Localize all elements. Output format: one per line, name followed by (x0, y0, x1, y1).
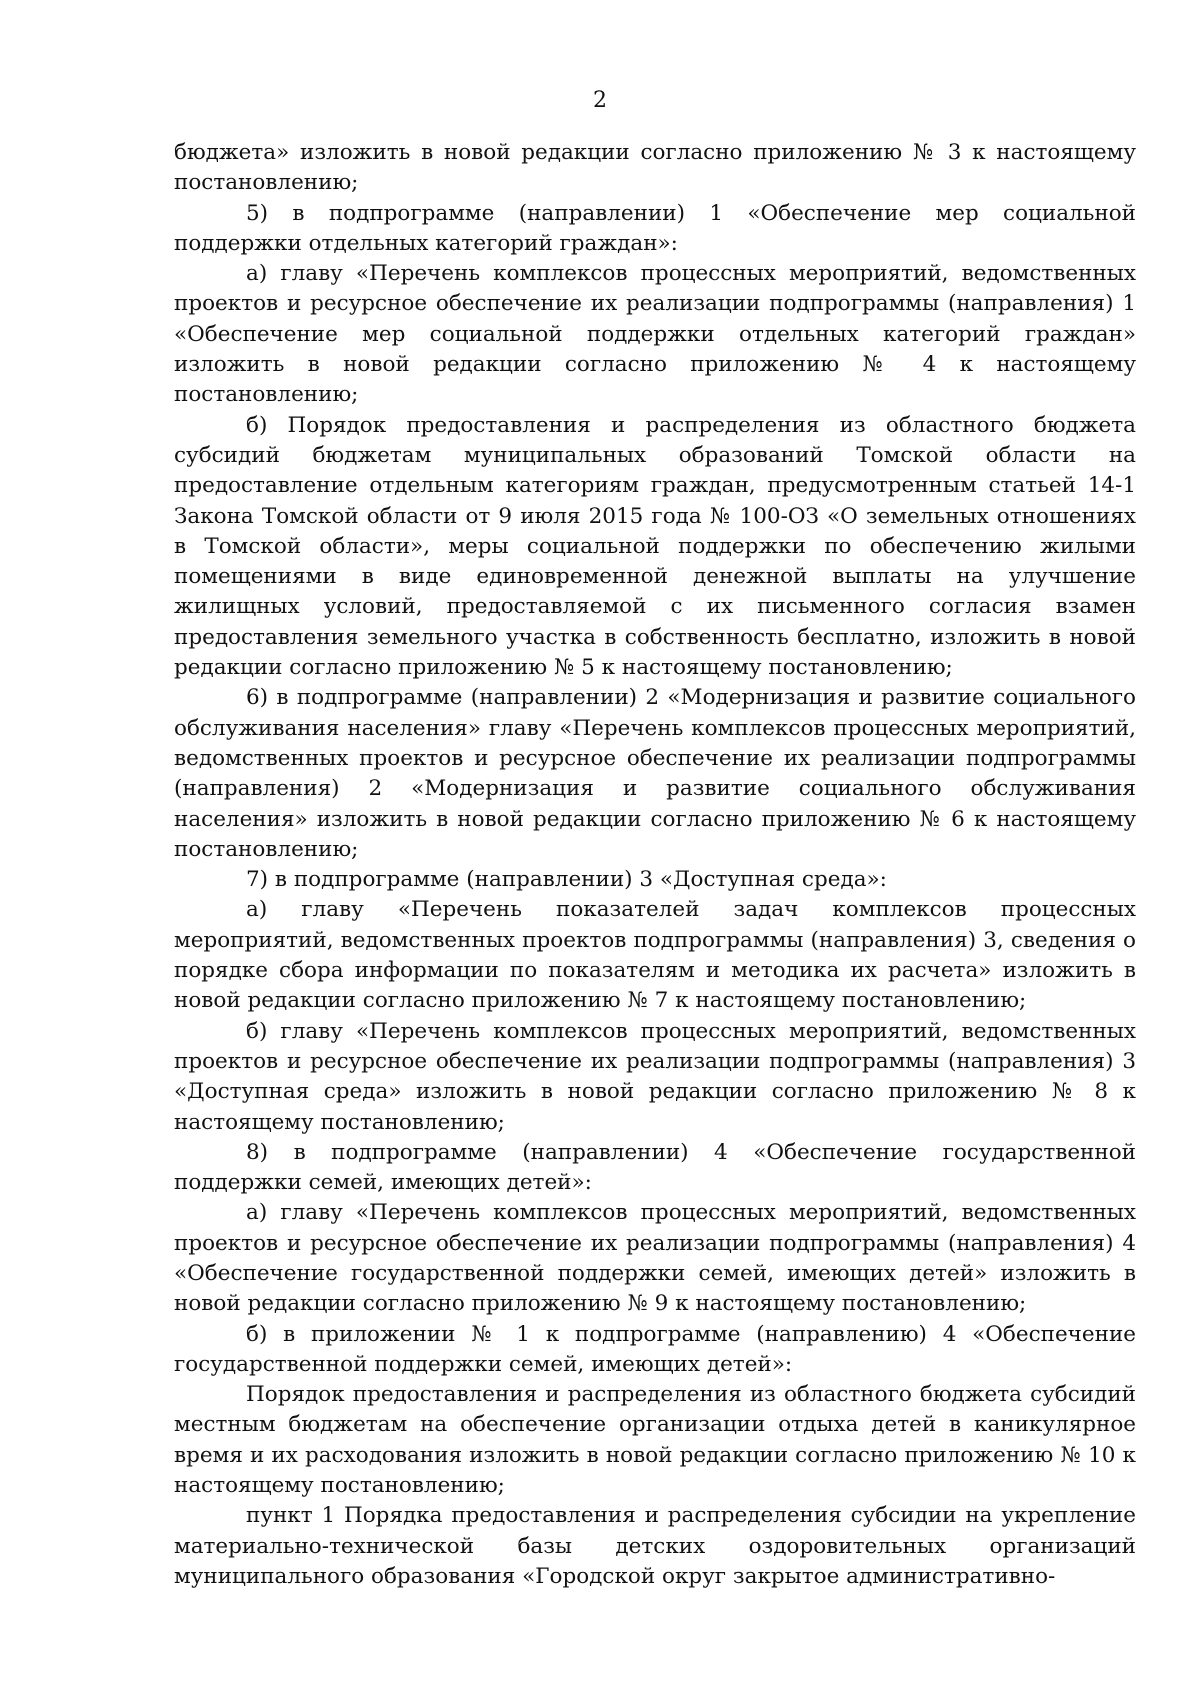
paragraph-item-7a: а) главу «Перечень показателей задач комплексов процессных мероприятий, ведомственных проектов подпрограммы (направления) 3, сведения о порядке сбора информации по показателям и методика их расчета» изложить в новой редакции согласно приложению № 7 к настоящему постановлению; (174, 897, 1136, 1014)
paragraph-order-recreation: Порядок предоставления и распределения из областного бюджета субсидий местным бюджетам на обеспечение организации отдыха детей в каникулярное время и их расходования изложить в новой редакции согласно приложению № 10 к настоящему постановлению; (174, 1382, 1136, 1499)
paragraph-point-1: пункт 1 Порядка предоставления и распределения субсидии на укрепление материально-технической базы детских оздоровительных организаций муниципального образования «Городской округ закрытое административно- (174, 1503, 1136, 1589)
paragraph-budget-continuation: бюджета» изложить в новой редакции согласно приложению № 3 к настоящему постановлению; (174, 140, 1136, 196)
paragraph-item-5: 5) в подпрограмме (направлении) 1 «Обеспечение мер социальной поддержки отдельных категорий граждан»: (174, 200, 1136, 256)
paragraph-item-6: 6) в подпрограмме (направлении) 2 «Модернизация и развитие социального обслуживания населения» главу «Перечень комплексов процессных мероприятий, ведомственных проектов и ресурсное обеспечение их реализации подпрограммы (направления) 2 «Модернизация и развитие социального обслуживания населения» изложить в новой редакции согласно приложению № 6 к настоящему постановлению; (174, 685, 1136, 862)
paragraph-item-5b: б) Порядок предоставления и распределения из областного бюджета субсидий бюджетам муниципальных образований Томской области на предоставление отдельным категориям граждан, предусмотренным статьей 14-1 Закона Томской области от 9 июля 2015 года № 100-ОЗ «О земельных отношениях в Томской области», меры социальной поддержки по обеспечению жилыми помещениями в виде единовременной денежной выплаты на улучшение жилищных условий, предоставляемой с их письменного согласия взамен предоставления земельного участка в собственность бесплатно, изложить в новой редакции согласно приложению № 5 к настоящему постановлению; (174, 412, 1136, 681)
paragraph-item-8b: б) в приложении № 1 к подпрограмме (направлению) 4 «Обеспечение государственной поддержки семей, имеющих детей»: (174, 1321, 1136, 1377)
paragraph-item-7: 7) в подпрограмме (направлении) 3 «Доступная среда»: (246, 867, 887, 893)
paragraph-item-7b: б) главу «Перечень комплексов процессных мероприятий, ведомственных проектов и ресурсное обеспечение их реализации подпрограммы (направления) 3 «Доступная среда» изложить в новой редакции согласно приложению № 8 к настоящему постановлению; (174, 1018, 1136, 1135)
page-number: 2 (593, 88, 607, 113)
paragraph-item-5a: а) главу «Перечень комплексов процессных мероприятий, ведомственных проектов и ресурсное обеспечение их реализации подпрограммы (направления) 1 «Обеспечение мер социальной поддержки отдельных категорий граждан» изложить в новой редакции согласно приложению № 4 к настоящему постановлению; (174, 261, 1136, 408)
document-body (174, 138, 1136, 1592)
paragraph-item-8: 8) в подпрограмме (направлении) 4 «Обеспечение государственной поддержки семей, имеющих детей»: (174, 1139, 1136, 1196)
paragraph-item-8a: а) главу «Перечень комплексов процессных мероприятий, ведомственных проектов и ресурсное обеспечение их реализации подпрограммы (направления) 4 «Обеспечение государственной поддержки семей, имеющих детей» изложить в новой редакции согласно приложению № 9 к настоящему постановлению; (174, 1200, 1136, 1317)
